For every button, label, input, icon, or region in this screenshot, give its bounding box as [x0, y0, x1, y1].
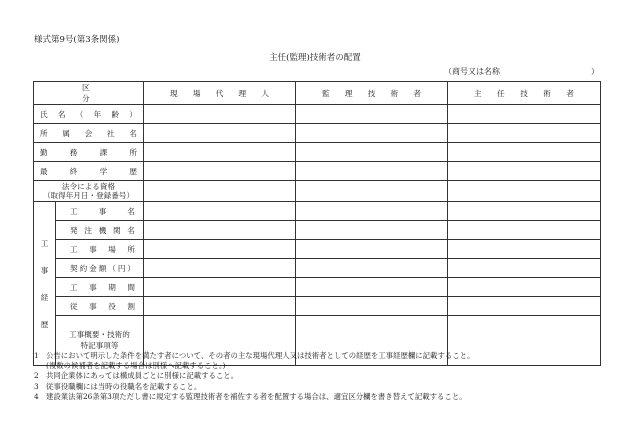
cell-supervising-engineer-work-role[interactable] [296, 297, 448, 316]
trade-name-label: （商号又は名称 [444, 67, 500, 76]
note-item [34, 392, 474, 402]
label-work-location: 工事場所 [56, 240, 144, 259]
form-title: 主任(監理)技術者の配置 [269, 53, 361, 63]
work-history-char-3: 経 [40, 292, 49, 302]
note-item [34, 371, 474, 381]
row-department [34, 143, 601, 162]
row-work-location [34, 240, 601, 259]
note-item [34, 351, 474, 361]
work-history-char-2: 事 [40, 265, 49, 275]
label-department: 勤務課所 [34, 143, 144, 162]
label-qualification [34, 181, 144, 202]
cell-chief-engineer-ordering-agency[interactable] [448, 221, 601, 240]
cell-chief-engineer-work-period[interactable] [448, 278, 601, 297]
cell-supervising-engineer-work-period[interactable] [296, 278, 448, 297]
cell-supervising-engineer-qualification[interactable] [296, 181, 448, 202]
column-header-site-agent: 現場代理人 [144, 82, 296, 105]
cell-site-agent-work-location[interactable] [144, 240, 296, 259]
note-item [34, 382, 474, 392]
label-company: 所属会社名 [34, 124, 144, 143]
row-company [34, 124, 601, 143]
note-number: 4 [34, 391, 39, 401]
note-text: 共同企業体にあっては構成員ごとに別様に記載すること。 [46, 371, 239, 381]
row-work-role [34, 297, 601, 316]
note-text: 公告において明示した条件を満たす者について、その者の主な現場代理人又は技術者としての経歴を工事経歴欄に記載すること。 [46, 351, 475, 360]
cell-supervising-engineer-work-location[interactable] [296, 240, 448, 259]
label-qualification-line2: （取得年月日・登録番号） [42, 191, 135, 200]
note-text: (複数の候補者を記載する場合は別様へ記載すること。) [46, 361, 226, 371]
notes-section [34, 351, 474, 402]
work-history-char-4: 歴 [40, 319, 49, 329]
cell-chief-engineer-work-name[interactable] [448, 202, 601, 221]
label-work-summary-line2: 特記事項等 [80, 340, 119, 350]
note-item [34, 361, 474, 371]
cell-supervising-engineer-ordering-agency[interactable] [296, 221, 448, 240]
cell-supervising-engineer-name[interactable] [296, 105, 448, 124]
column-header-chief-engineer: 主任技術者 [448, 82, 601, 105]
cell-site-agent-work-name[interactable] [144, 202, 296, 221]
row-work-name [34, 202, 601, 221]
cell-chief-engineer-name[interactable] [448, 105, 601, 124]
engineer-assignment-table [33, 81, 601, 366]
cell-supervising-engineer-company[interactable] [296, 124, 448, 143]
column-header-supervising-engineer: 監理技術者 [296, 82, 448, 105]
cell-chief-engineer-contract-amount[interactable] [448, 259, 601, 278]
cell-chief-engineer-qualification[interactable] [448, 181, 601, 202]
label-work-name: 工事名 [56, 202, 144, 221]
label-work-period: 工事期間 [56, 278, 144, 297]
cell-chief-engineer-work-location[interactable] [448, 240, 601, 259]
row-education [34, 162, 601, 181]
cell-supervising-engineer-contract-amount[interactable] [296, 259, 448, 278]
cell-site-agent-contract-amount[interactable] [144, 259, 296, 278]
cell-site-agent-department[interactable] [144, 143, 296, 162]
label-work-summary-line1: 工事概要・技術的 [69, 330, 130, 339]
cell-site-agent-education[interactable] [144, 162, 296, 181]
form-number: 様式第9号(第3条関係) [34, 35, 120, 45]
label-name-age: 氏名（年齢） [34, 105, 144, 124]
label-education: 最終学歴 [34, 162, 144, 181]
work-history-group-label [34, 202, 56, 366]
label-ordering-agency: 発注機関名 [56, 221, 144, 240]
cell-site-agent-company[interactable] [144, 124, 296, 143]
label-work-role: 従事役割 [56, 297, 144, 316]
row-ordering-agency [34, 221, 601, 240]
cell-chief-engineer-department[interactable] [448, 143, 601, 162]
cell-chief-engineer-company[interactable] [448, 124, 601, 143]
note-number: 3 [34, 381, 39, 391]
cell-site-agent-qualification[interactable] [144, 181, 296, 202]
header-row [34, 82, 601, 105]
note-number: 1 [34, 351, 39, 360]
cell-site-agent-work-role[interactable] [144, 297, 296, 316]
column-header-category: 区 分 [34, 82, 144, 105]
cell-chief-engineer-work-role[interactable] [448, 297, 601, 316]
note-number: 2 [34, 371, 39, 381]
work-history-char-1: 工 [40, 238, 49, 248]
label-qualification-line1: 法令による資格 [61, 182, 116, 191]
cell-site-agent-work-period[interactable] [144, 278, 296, 297]
note-text: 従事役職欄には当時の役職名を記載すること。 [46, 381, 202, 391]
row-work-period [34, 278, 601, 297]
trade-name-field[interactable] [444, 66, 599, 77]
cell-supervising-engineer-work-name[interactable] [296, 202, 448, 221]
cell-chief-engineer-education[interactable] [448, 162, 601, 181]
cell-supervising-engineer-education[interactable] [296, 162, 448, 181]
cell-site-agent-name[interactable] [144, 105, 296, 124]
cell-site-agent-ordering-agency[interactable] [144, 221, 296, 240]
row-contract-amount [34, 259, 601, 278]
trade-name-close: ） [591, 67, 599, 76]
label-contract-amount: 契約金額（円） [56, 259, 144, 278]
row-name-age [34, 105, 601, 124]
row-qualification [34, 181, 601, 202]
note-text: 建設業法第26条第3項ただし書に規定する監理技術者を補佐する者を配置する場合は、適宜区分欄を書き替えて記載すること。 [46, 391, 467, 401]
cell-supervising-engineer-department[interactable] [296, 143, 448, 162]
